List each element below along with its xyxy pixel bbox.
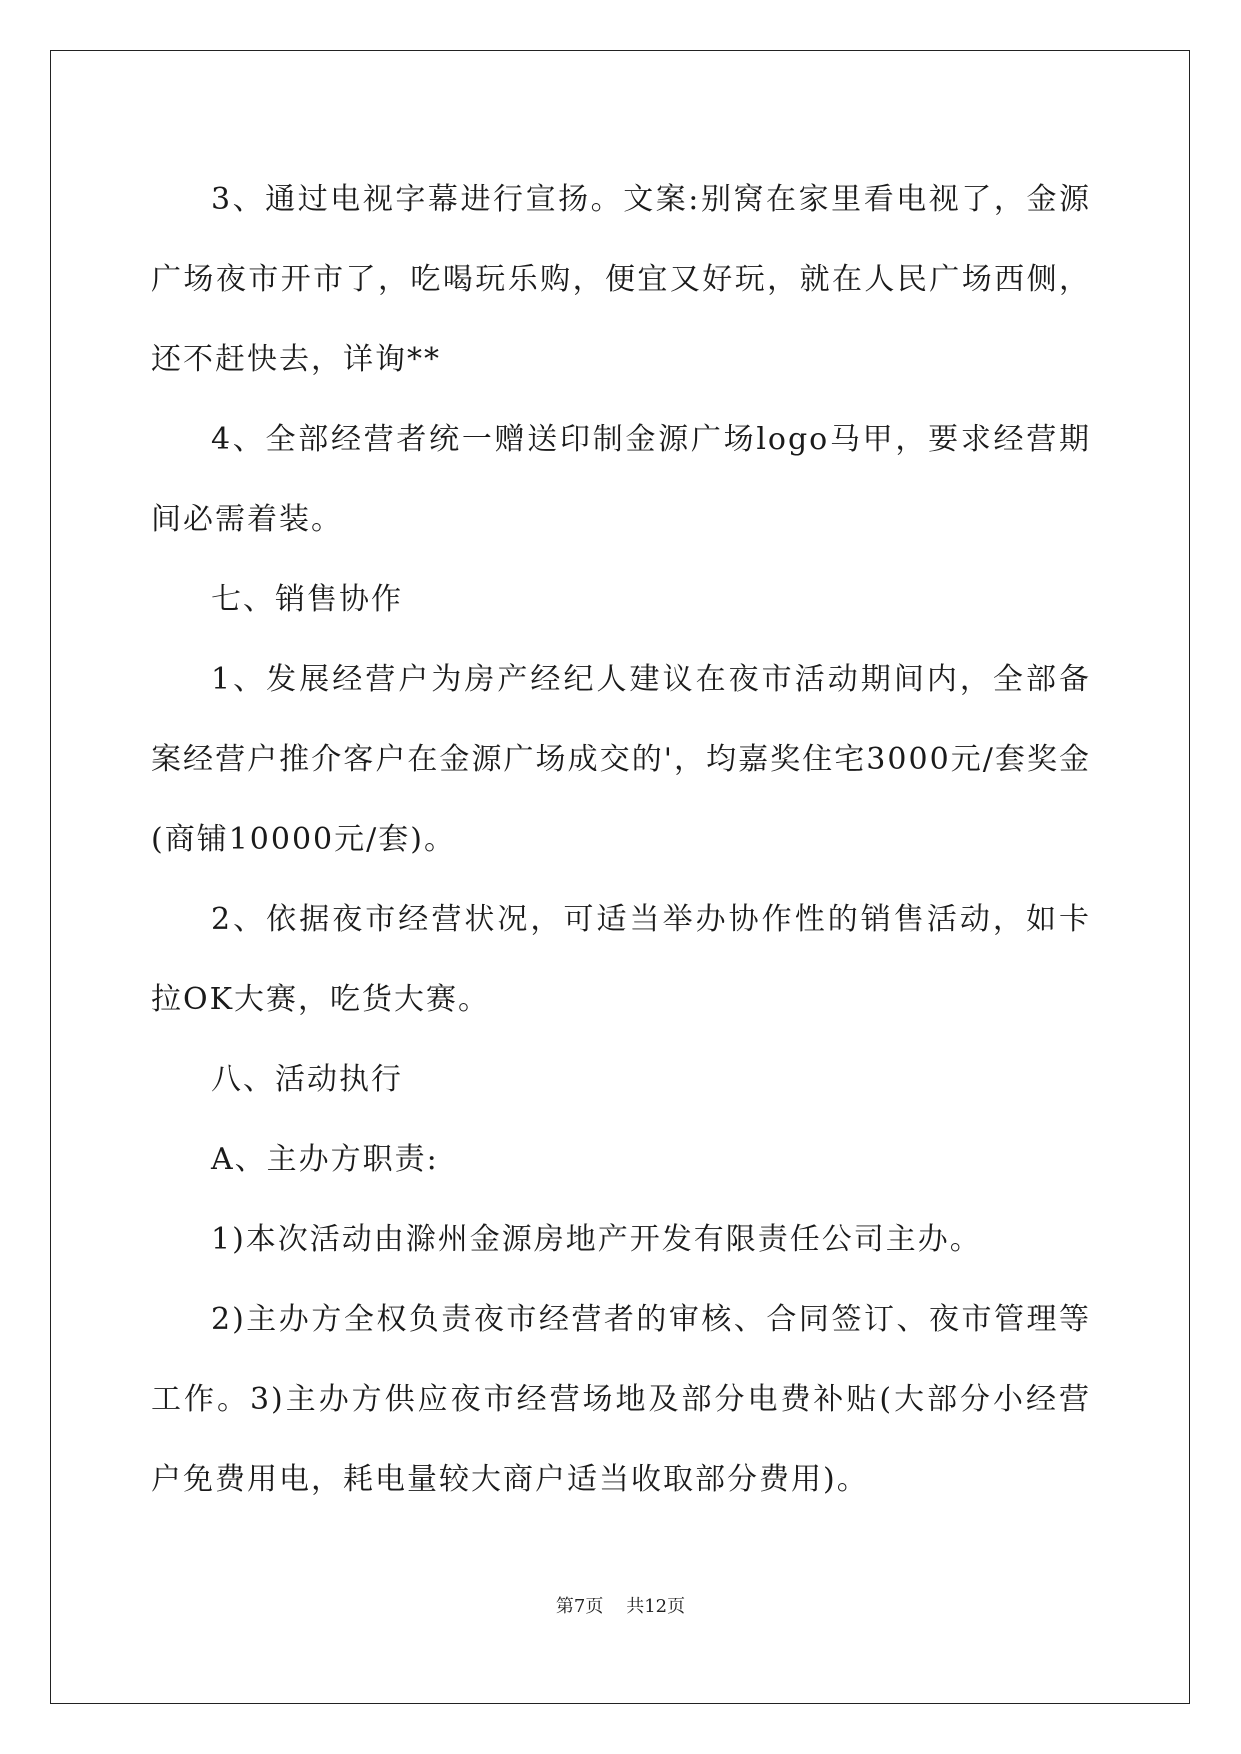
section-heading-activity-execution: 八、活动执行	[211, 1062, 403, 1097]
subheading-organizer-duties: A、主办方职责:	[211, 1142, 439, 1177]
page-footer	[0, 1592, 1241, 1618]
section-heading-sales-cooperation: 七、销售协作	[211, 582, 403, 617]
paragraph-sales-events: 2、依据夜市经营状况，可适当举办协作性的销售活动，如卡拉OK大赛，吃货大赛。	[151, 902, 1091, 1017]
paragraph-tv-subtitle-promo: 3、通过电视字幕进行宣扬。文案:别窝在家里看电视了，金源广场夜市开市了，吃喝玩乐购，便宜又好玩，就在人民广场西侧，还不赶快去，详询**	[151, 182, 1091, 377]
footer-spacer	[603, 1596, 626, 1617]
paragraph-broker-reward: 1、发展经营户为房产经纪人建议在夜市活动期间内，全部备案经营户推介客户在金源广场成交的'，均嘉奖住宅3000元/套奖金(商铺10000元/套)。	[151, 662, 1091, 857]
paragraph-organizer-2-3: 2)主办方全权负责夜市经营者的审核、合同签订、夜市管理等工作。3)主办方供应夜市经营场地及部分电费补贴(大部分小经营户免费用电，耗电量较大商户适当收取部分费用)。	[151, 1302, 1091, 1497]
paragraph-vest-gift: 4、全部经营者统一赠送印制金源广场logo马甲，要求经营期间必需着装。	[151, 422, 1091, 537]
document-body	[151, 160, 1091, 1520]
page-number: 第7页	[555, 1596, 604, 1617]
paragraph-organizer-1: 1)本次活动由滁州金源房地产开发有限责任公司主办。	[211, 1222, 982, 1257]
page-total: 共12页	[626, 1596, 686, 1617]
